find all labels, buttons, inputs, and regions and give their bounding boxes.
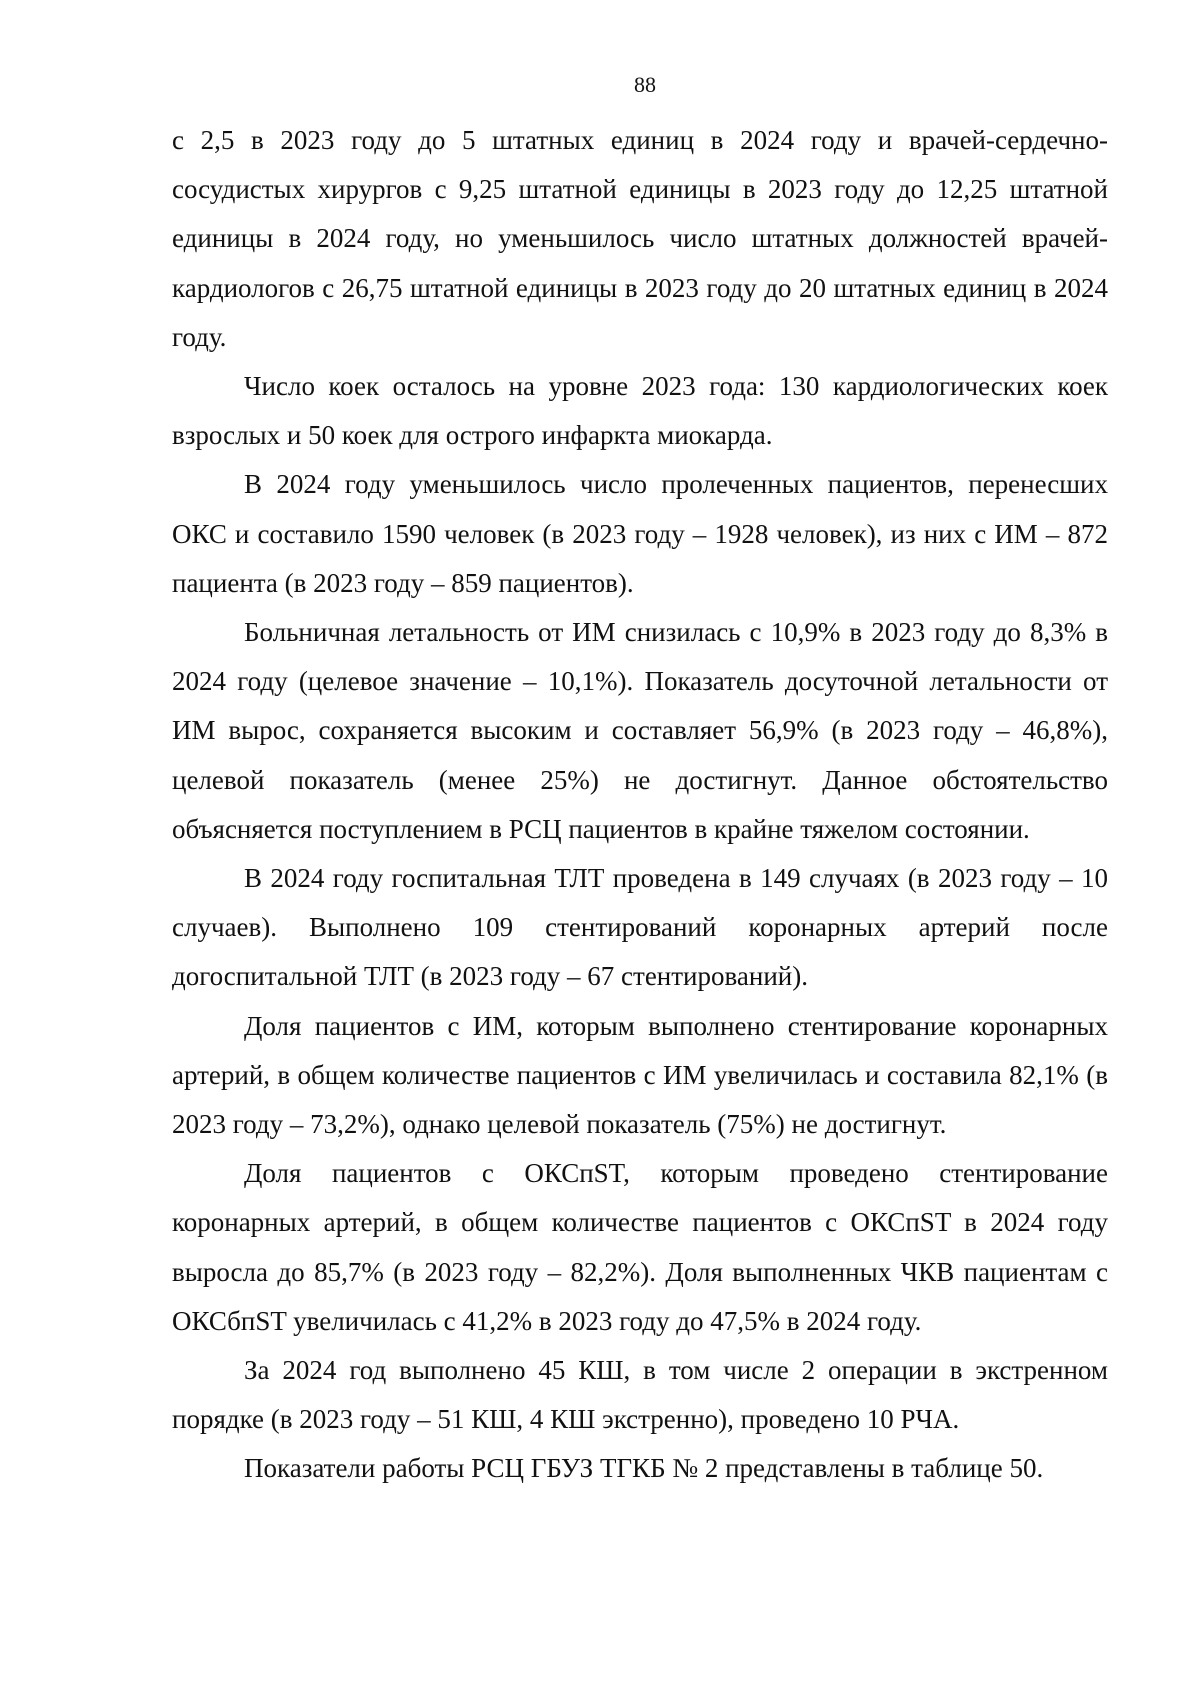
- page-number: 88: [634, 72, 656, 97]
- paragraph-thrombolysis: В 2024 году госпитальная ТЛТ проведена в 149 случаях (в 2023 году – 10 случаев). Выполнено 109 стентирований коронарных артерий после догоспитальной ТЛТ (в 2023 году – 67 стентирований).: [172, 863, 1108, 992]
- paragraph-bed-count: Число коек осталось на уровне 2023 года: 130 кардиологических коек взрослых и 50 коек для острого инфаркта миокарда.: [172, 371, 1108, 451]
- paragraph-table-reference: Показатели работы РСЦ ГБУЗ ТГКБ № 2 представлены в таблице 50.: [244, 1453, 1044, 1484]
- paragraph-treated-patients: В 2024 году уменьшилось число пролеченных пациентов, перенесших ОКС и составило 1590 человек (в 2023 году – 1928 человек), из них с ИМ – 872 пациента (в 2023 году – 859 пациентов).: [172, 469, 1108, 598]
- paragraph-stenting-mi: Доля пациентов с ИМ, которым выполнено стентирование коронарных артерий, в общем количестве пациентов с ИМ увеличилась и составила 82,1% (в 2023 году – 73,2%), однако целевой показатель (75%) не достигнут.: [172, 1010, 1108, 1140]
- paragraph-cabg: За 2024 год выполнено 45 КШ, в том числе 2 операции в экстренном порядке (в 2023 году – 51 КШ, 4 КШ экстренно), проведено 10 РЧА.: [172, 1355, 1108, 1435]
- paragraph-mortality: Больничная летальность от ИМ снизилась с 10,9% в 2023 году до 8,3% в 2024 году (целевое значение – 10,1%). Показатель досуточной летальности от ИМ вырос, сохраняется высоким и составляет 56,9% (в 2023 году – 46,8%), целевой показатель (менее 25%) не достигнут. Данное обстоятельство объясняется поступлением в РСЦ пациентов в крайне тяжелом состоянии.: [172, 617, 1108, 844]
- document-body: [172, 116, 1108, 1494]
- paragraph-stenting-acs: Доля пациентов с ОКСпST, которым проведено стентирование коронарных артерий, в общем количестве пациентов с ОКСпST в 2024 году выросла до 85,7% (в 2023 году – 82,2%). Доля выполненных ЧКВ пациентам с ОКСбпST увеличилась с 41,2% в 2023 году до 47,5% в 2024 году.: [172, 1158, 1108, 1336]
- paragraph-staffing-continuation: с 2,5 в 2023 году до 5 штатных единиц в 2024 году и врачей-сердечно-сосудистых хирургов с 9,25 штатной единицы в 2023 году до 12,25 штатной единицы в 2024 году, но уменьшилось число штатных должностей врачей-кардиологов с 26,75 штатной единицы в 2023 году до 20 штатных единиц в 2024 году.: [172, 125, 1108, 352]
